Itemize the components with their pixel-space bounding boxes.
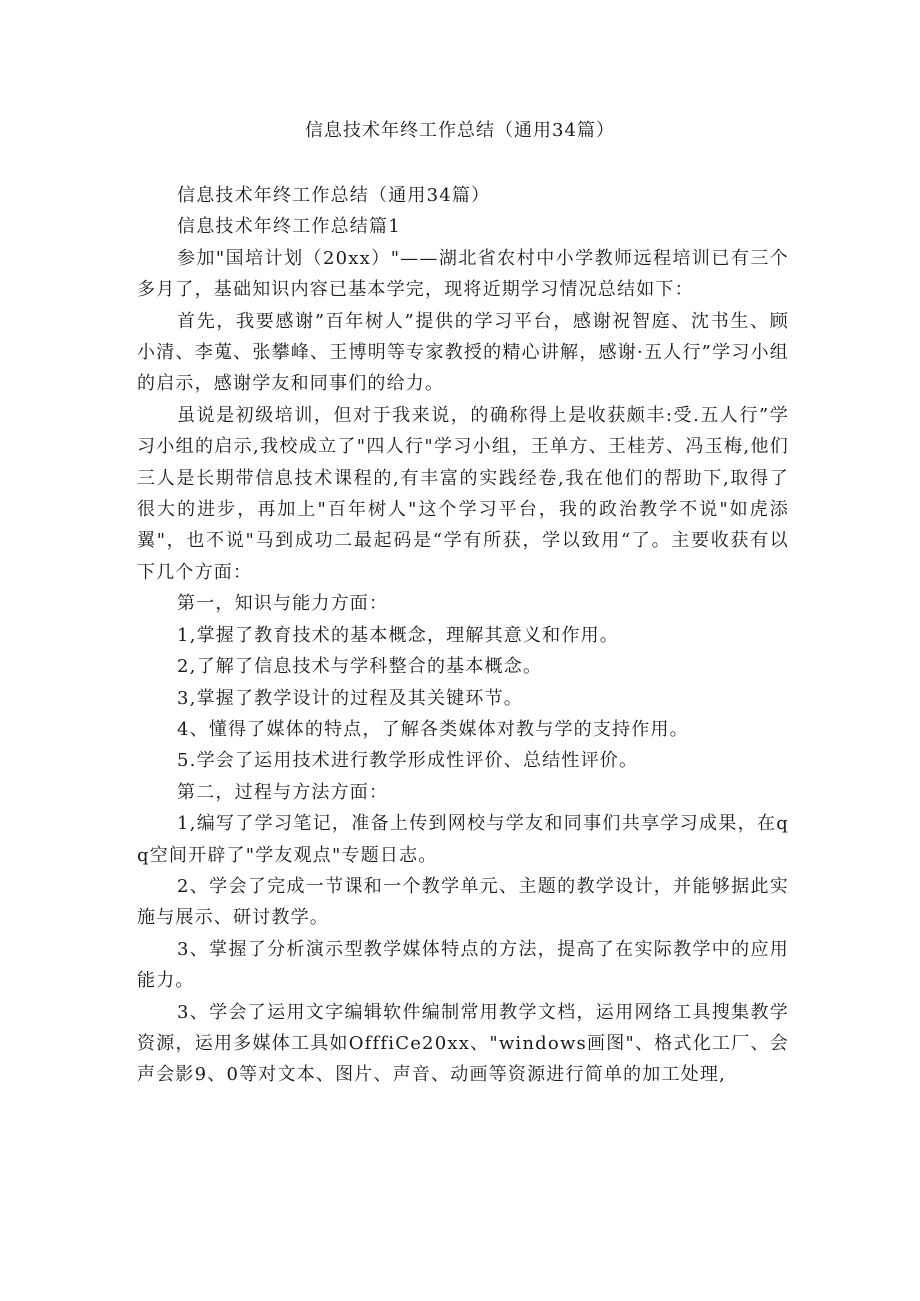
document-title: 信息技术年终工作总结（通用34篇） (305, 120, 615, 141)
list-item: 1,编写了学习笔记，准备上传到网校与学友和同事们共享学习成果，在qq空间开辟了"学友观点"专题日志。 (137, 813, 789, 866)
paragraph-subtitle: 信息技术年终工作总结（通用34篇） (177, 185, 491, 206)
paragraph: 虽说是初级培训，但对于我来说，的确称得上是收获颇丰:受.五人行”学习小组的启示,我校成立了"四人行"学习小组，王单方、王桂芳、冯玉梅,他们三人是长期带信息技术课程的,有丰富的实践经卷,我在他们的帮助下,取得了很大的进步，再加上"百年树人"这个学习平台，我的政治教学不说"如虎添翼"，也不说"马到成功二最起码是“学有所获，学以致用“了。主要收获有以下几个方面： (137, 404, 789, 583)
list-item: 4、懂得了媒体的特点，了解各类媒体对教与学的支持作用。 (177, 718, 689, 740)
list-item: 1,掌握了教育技术的基本概念，理解其意义和作用。 (177, 624, 619, 646)
paragraph-subheading: 第一，知识与能力方面： (177, 593, 389, 615)
list-item: 3、掌握了分析演示型教学媒体特点的方法，提高了在实际教学中的应用能力。 (137, 938, 789, 992)
paragraph-section-heading: 信息技术年终工作总结篇1 (177, 216, 401, 238)
list-item: 5.学会了运用技术进行教学形成性评价、总结性评价。 (177, 750, 639, 772)
paragraph-subheading: 第二，过程与方法方面： (177, 781, 389, 803)
list-item: 3、学会了运用文字编辑软件编制常用教学文档，运用网络工具搜集教学资源，运用多媒体工具如OfffiCe20xx、"windows画图"、格式化工厂、会声会影9、0等对文本、图片、声音、动画等资源进行简单的加工处理, (137, 1001, 789, 1086)
paragraph: 首先，我要感谢”百年树人”提供的学习平台，感谢祝智庭、沈书生、顾小清、李蒐、张攀峰、王博明等专家教授的精心讲解，感谢·五人行”学习小组的启示，感谢学友和同事们的给力。 (137, 310, 789, 395)
list-item: 3,掌握了教学设计的过程及其关键环节。 (177, 687, 523, 709)
document-body (137, 180, 789, 1091)
list-item: 2、学会了完成一节课和一个教学单元、主题的教学设计，并能够据此实施与展示、研讨教学。 (137, 875, 789, 929)
list-item: 2,了解了信息技术与学科整合的基本概念。 (177, 656, 543, 678)
paragraph: 参加"国培计划（20xx）"——湖北省农村中小学教师远程培训已有三个多月了，基础知识内容已基本学完，现将近期学习情况总结如下： (137, 247, 789, 301)
